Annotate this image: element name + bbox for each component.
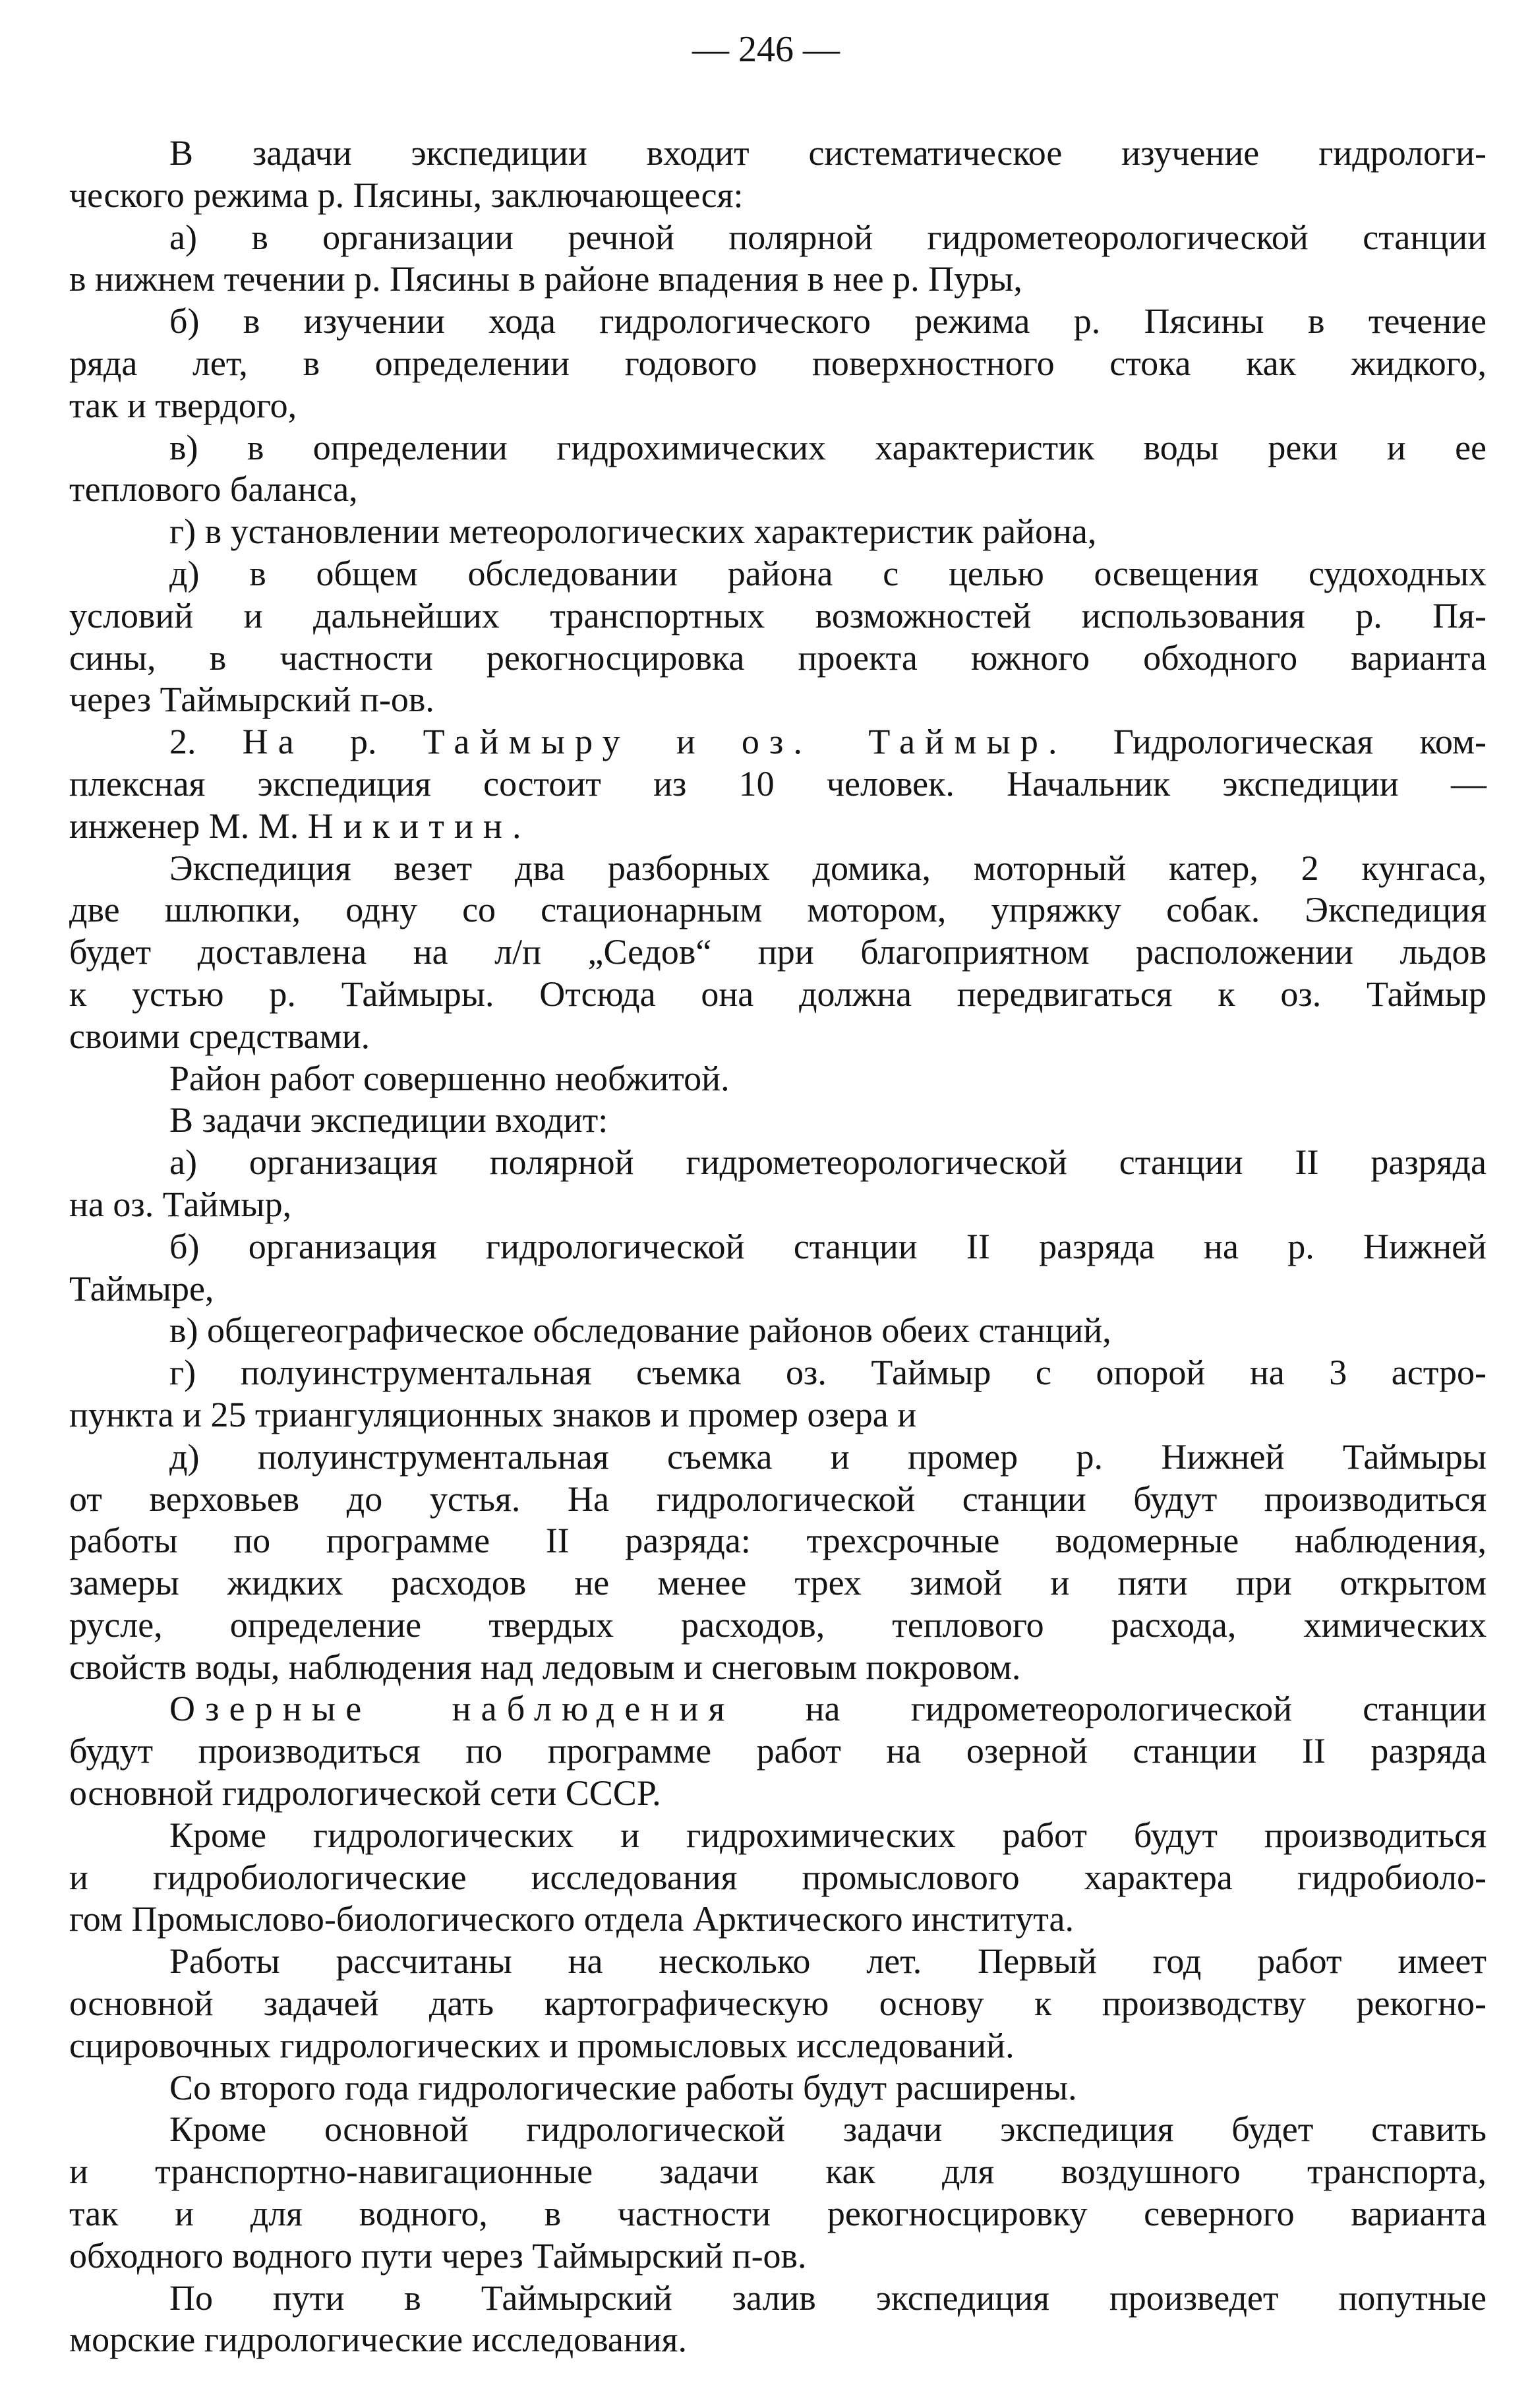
text-line: Таймыре, — [69, 1268, 214, 1308]
text-line: в нижнем течении р. Пясины в районе впадения в нее р. Пуры, — [69, 259, 1022, 299]
text-line: будут производиться по программе работ на озерной станции II разряда — [69, 1731, 1487, 1771]
text-line: Экспедиция везет два разборных домика, моторный катер, 2 кунгаса, — [169, 848, 1487, 888]
paragraph — [69, 427, 1487, 512]
paragraph — [69, 1688, 1487, 1814]
spaced-emphasis-text: Никитин — [307, 806, 513, 846]
text-segment: Гидрологическая ком- — [1067, 722, 1487, 762]
text-line: Кроме основной гидрологической задачи экспедиция будет ставить — [169, 2109, 1487, 2150]
paragraph — [69, 1352, 1487, 1436]
text-line: две шлюпки, одну со стационарным мотором, упряжку собак. Экспедиция — [69, 890, 1487, 930]
text-line: Район работ совершенно необжитой. — [169, 1058, 730, 1098]
spaced-emphasis-text: На — [242, 722, 304, 762]
paragraph — [69, 1058, 1487, 1100]
paragraph — [69, 1941, 1487, 2067]
text-segment: р. — [303, 722, 423, 762]
text-line: условий и дальнейших транспортных возможностей использования р. Пя- — [69, 595, 1487, 635]
paragraph — [69, 132, 1487, 217]
text-line: в) общегеографическое обследование районов обеих станций, — [169, 1310, 1111, 1351]
text-line: так и твердого, — [69, 385, 297, 425]
text-line: основной гидрологической сети СССР. — [69, 1773, 661, 1813]
text-line: через Таймырский п-ов. — [69, 680, 434, 720]
text-line: будет доставлена на л/п „Седов“ при благоприятном расположении льдов — [69, 932, 1487, 972]
paragraph — [69, 217, 1487, 301]
text-line: пункта и 25 триангуляционных знаков и промер озера и — [69, 1394, 917, 1434]
text-line: плексная экспедиция состоит из 10 человек. Начальник экспедиции — — [69, 763, 1487, 804]
text-line: ряда лет, в определении годового поверхностного стока как жидкого, — [69, 343, 1487, 383]
paragraph — [69, 1226, 1487, 1310]
text-line: обходного водного пути через Таймырский п-ов. — [69, 2235, 807, 2276]
text-line: г) в установлении метеорологических характеристик района, — [169, 512, 1097, 552]
text-line: В задачи экспедиции входит: — [169, 1100, 608, 1140]
paragraph — [69, 2067, 1487, 2109]
text-line: а) организация полярной гидрометеорологической станции II разряда — [169, 1142, 1487, 1183]
text-line: ческого режима р. Пясины, заключающееся: — [69, 175, 744, 215]
text-line: сины, в частности рекогносцировка проекта южного обходного варианта — [69, 637, 1487, 678]
text-line: русле, определение твердых расходов, теплового расхода, химических — [69, 1604, 1487, 1645]
text-line: Со второго года гидрологические работы будут расширены. — [169, 2067, 1077, 2107]
text-line: к устью р. Таймыры. Отсюда она должна передвигаться к оз. Таймыр — [69, 974, 1487, 1014]
paragraph — [69, 848, 1487, 1058]
paragraph — [69, 2109, 1487, 2277]
paragraph — [69, 1815, 1487, 1941]
text-line: свойств воды, наблюдения над ледовым и снеговым покровом. — [69, 1647, 1021, 1687]
text-line: б) организация гидрологической станции II разряда на р. Нижней — [169, 1226, 1487, 1266]
paragraph — [69, 1310, 1487, 1352]
text-line: а) в организации речной полярной гидрометеорологической станции — [169, 217, 1487, 257]
text-line: сцировочных гидрологических и промысловых исследований. — [69, 2025, 1015, 2065]
text-line: на оз. Таймыр, — [69, 1184, 292, 1224]
text-line: замеры жидких расходов не менее трех зимой и пяти при открытом — [69, 1563, 1487, 1603]
text-line: д) полуинструментальная съемка и промер р. Нижней Таймыры — [169, 1436, 1487, 1477]
text-line: своими средствами. — [69, 1016, 370, 1056]
paragraph — [69, 1100, 1487, 1142]
paragraph — [69, 301, 1487, 426]
body-text — [69, 132, 1487, 2361]
text-line: Работы рассчитаны на несколько лет. Первый год работ имеет — [169, 1941, 1487, 1982]
text-line — [69, 806, 1487, 848]
text-line: б) в изучении хода гидрологического режима р. Пясины в течение — [169, 301, 1487, 341]
paragraph — [69, 1142, 1487, 1226]
text-line: и транспортно-навигационные задачи как для воздушного транспорта, — [69, 2152, 1487, 2192]
text-line: работы по программе II разряда: трехсрочные водомерные наблюдения, — [69, 1521, 1487, 1561]
text-segment: 2. — [169, 722, 243, 762]
text-line: теплового баланса, — [69, 469, 358, 510]
text-segment: . — [512, 806, 521, 846]
paragraph — [69, 1436, 1487, 1689]
page-number: — 246 — — [692, 29, 840, 70]
text-line: от верховьев до устья. На гидрологической станции будут производиться — [69, 1479, 1487, 1519]
text-line: В задачи экспедиции входит систематическое изучение гидрологи- — [169, 133, 1487, 173]
text-segment: на гидрометеорологической станции — [734, 1689, 1487, 1729]
text-line: и гидробиологические исследования промыслового характера гидробиоло- — [69, 1857, 1487, 1897]
paragraph — [69, 553, 1487, 721]
text-line: морские гидрологические исследования. — [69, 2320, 687, 2360]
text-segment: и — [630, 722, 742, 762]
text-line: д) в общем обследовании района с целью освещения судоходных — [169, 553, 1487, 593]
paragraph — [69, 2277, 1487, 2362]
text-line: Кроме гидрологических и гидрохимических работ будут производиться — [169, 1815, 1487, 1855]
text-line — [69, 1688, 1487, 1730]
spaced-emphasis-text: оз. Таймыр. — [741, 722, 1067, 762]
paragraph — [69, 721, 1487, 847]
text-line: основной задачей дать картографическую основу к производству рекогно- — [69, 1983, 1487, 2024]
text-line: гом Промыслово-биологического отдела Арктического института. — [69, 1899, 1074, 1939]
text-line: г) полуинструментальная съемка оз. Таймыр с опорой на 3 астро- — [169, 1353, 1487, 1393]
text-line: По пути в Таймырский залив экспедиция произведет попутные — [169, 2277, 1487, 2318]
text-line: так и для водного, в частности рекогносцировку северного варианта — [69, 2194, 1487, 2234]
spaced-emphasis-text: Таймыру — [423, 722, 630, 762]
spaced-emphasis-text: Озерные наблюдения — [169, 1689, 735, 1729]
text-line: в) в определении гидрохимических характеристик воды реки и ее — [169, 427, 1487, 467]
paragraph — [69, 511, 1487, 553]
text-segment: инженер М. М. — [69, 806, 308, 846]
text-line — [69, 721, 1487, 763]
